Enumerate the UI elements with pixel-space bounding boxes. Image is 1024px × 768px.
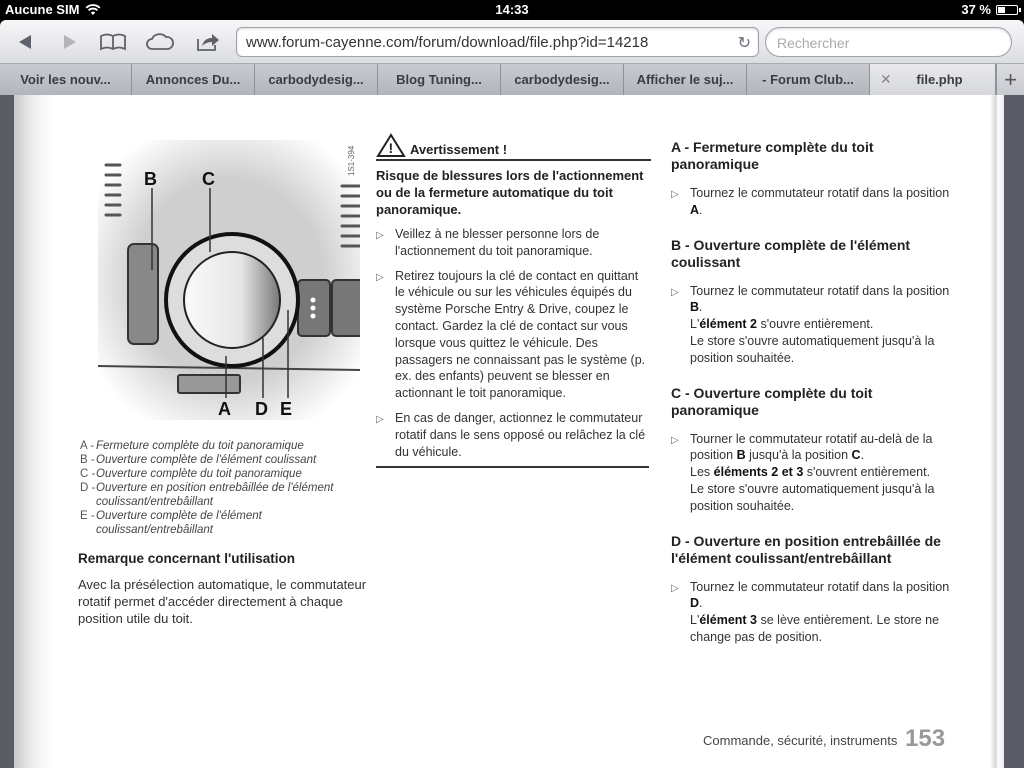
reload-icon[interactable]: ↻ — [737, 35, 751, 52]
instruction: ▷ Tournez le commutateur rotatif dans la position D. L'élément 3 se lève entièrement. Le store ne change pas de position. — [671, 579, 950, 644]
page-edge — [990, 95, 1004, 768]
tab[interactable] — [0, 64, 132, 95]
tab-label: Blog Tuning... — [396, 72, 482, 87]
warning-label: Avertissement ! — [410, 142, 508, 157]
positions-column — [671, 139, 961, 664]
battery-icon — [996, 5, 1018, 15]
battery-fill — [998, 7, 1005, 13]
section-title: D - Ouverture en position entrebâillée de l'élément coulissant/entrebâillant — [671, 532, 941, 566]
browser-toolbar — [0, 20, 1024, 64]
label-e: E — [280, 399, 293, 419]
tab-label: Annonces Du... — [145, 72, 241, 87]
rotary-switch-illustration — [98, 140, 360, 420]
warning-title: Risque de blessures lors de l'actionnement ou de la fermeture automatique du toit panoramique. — [376, 168, 644, 217]
figure-legend — [80, 439, 340, 537]
clock: 14:33 — [495, 2, 529, 17]
left-switch — [128, 244, 158, 344]
page-footer: Commande, sécurité, instruments — [703, 733, 898, 748]
instruction: ▷ Tourner le commutateur rotatif au-delà de la position B jusqu'à la position C. Les éléments 2 et 3 s'ouvrent entièrement. Le store s'ouvre automatiquement jusqu'à la position souhaitée. — [671, 431, 935, 513]
tab[interactable] — [378, 64, 501, 95]
instruction: ▷ Tournez le commutateur rotatif dans la position B. L'élément 2 s'ouvre entièrement. Le store s'ouvre automatiquement jusqu'à la position souhaitée. — [671, 283, 950, 365]
legend-item: C - Ouverture complète du toit panoramique — [80, 468, 302, 480]
tab[interactable] — [747, 64, 870, 95]
warning-item: ▷ Veillez à ne blesser personne lors de l'actionnement du toit panoramique. — [376, 227, 600, 258]
warning-header — [376, 133, 651, 161]
section-title: C - Ouverture complète du toit panoramique — [671, 384, 873, 418]
label-b: B — [144, 169, 157, 189]
cloud-icon — [145, 32, 175, 52]
url-text[interactable]: www.forum-cayenne.com/forum/download/file.php?id=14218 — [246, 34, 649, 51]
right-button-2 — [332, 280, 360, 336]
search-field[interactable] — [765, 27, 1012, 57]
warning-triangle-icon — [376, 133, 406, 157]
address-bar[interactable] — [236, 27, 759, 57]
section-b — [671, 237, 961, 367]
share-button[interactable] — [193, 28, 223, 56]
legend-item: E - Ouverture complète de l'élément coulissant/entrebâillant — [80, 510, 262, 536]
svg-text:!: ! — [388, 140, 394, 156]
tab-bar — [0, 64, 1024, 95]
label-c: C — [202, 169, 215, 189]
note-title: Remarque concernant l'utilisation — [78, 551, 296, 566]
carrier-label: Aucune SIM — [5, 2, 80, 17]
bookmarks-icon — [99, 32, 127, 52]
tab-label: file.php — [916, 72, 963, 87]
forward-button[interactable] — [55, 28, 85, 56]
tab-label: - Forum Club... — [762, 72, 854, 87]
bookmarks-button[interactable] — [98, 28, 128, 56]
bullet-triangle-icon: ▷ — [671, 189, 679, 200]
label-d: D — [255, 399, 268, 419]
warning-item: ▷ Retirez toujours la clé de contact en quittant le véhicule ou sur les véhicules équipés du système Porsche Entry & Drive, coupez le contact. Gardez la clé de contact sur vous lorsque vous quittez le véhicule. Des passagers ne connaissant pas le système (p. ex. des enfants) peuvent se blesser en actionnant le toit panoramique. — [376, 268, 646, 401]
bullet-triangle-icon: ▷ — [376, 230, 384, 241]
tab-label: Voir les nouv... — [20, 72, 111, 87]
tab-label: carbodydesig... — [514, 72, 610, 87]
tab[interactable] — [255, 64, 378, 95]
rotary-knob — [184, 252, 280, 348]
bullet-triangle-icon: ▷ — [671, 286, 679, 298]
new-tab-button[interactable]: + — [996, 64, 1024, 95]
icloud-tabs-button[interactable] — [145, 28, 175, 56]
status-bar — [0, 0, 1024, 20]
section-a — [671, 139, 961, 219]
page-viewport[interactable] — [0, 95, 1024, 768]
bullet-triangle-icon: ▷ — [671, 434, 679, 446]
back-icon — [16, 33, 34, 51]
share-icon — [195, 31, 221, 53]
right-vent — [342, 186, 360, 246]
pdf-page — [14, 95, 1004, 768]
tab-label: carbodydesig... — [268, 72, 364, 87]
lower-button — [178, 375, 240, 393]
battery-status — [961, 2, 1018, 17]
battery-percent: 37 % — [961, 2, 991, 17]
section-d — [671, 533, 961, 646]
tab[interactable] — [132, 64, 255, 95]
legend-item: B - Ouverture complète de l'élément coulissant — [80, 454, 317, 466]
tab[interactable] — [501, 64, 624, 95]
tab[interactable] — [624, 64, 747, 95]
note-body: Avec la présélection automatique, le commutateur rotatif permet d'accéder directement à chaque position utile du toit. — [78, 577, 367, 626]
label-a: A — [218, 399, 231, 419]
section-c — [671, 385, 961, 515]
section-title: A - Fermeture complète du toit panoramique — [671, 139, 874, 172]
instruction: ▷ Tournez le commutateur rotatif dans la position A. — [671, 186, 950, 217]
warning-block — [376, 133, 651, 468]
forward-icon — [61, 33, 79, 51]
search-placeholder: Rechercher — [777, 35, 850, 51]
close-tab-icon[interactable]: ✕ — [880, 71, 892, 87]
page-number: 153 — [905, 725, 946, 752]
bullet-triangle-icon: ▷ — [376, 271, 384, 283]
warning-end-rule — [376, 466, 649, 468]
legend-item: D - Ouverture en position entrebâillée de l'élément coulissant/entrebâillant — [80, 482, 334, 508]
tab-active[interactable] — [870, 64, 996, 95]
back-button[interactable] — [10, 28, 40, 56]
bullet-triangle-icon: ▷ — [376, 413, 384, 425]
legend-item: A - Fermeture complète du toit panoramique — [80, 440, 304, 452]
section-title: B - Ouverture complète de l'élément coulissant — [671, 236, 911, 270]
warning-item: ▷ En cas de danger, actionnez le commutateur rotatif dans le sens opposé ou relâchez la clé du véhicule. — [376, 410, 646, 459]
bullet-triangle-icon: ▷ — [671, 582, 679, 594]
figure-code: 1S1-394 — [347, 145, 356, 176]
tab-label: Afficher le suj... — [636, 72, 734, 87]
